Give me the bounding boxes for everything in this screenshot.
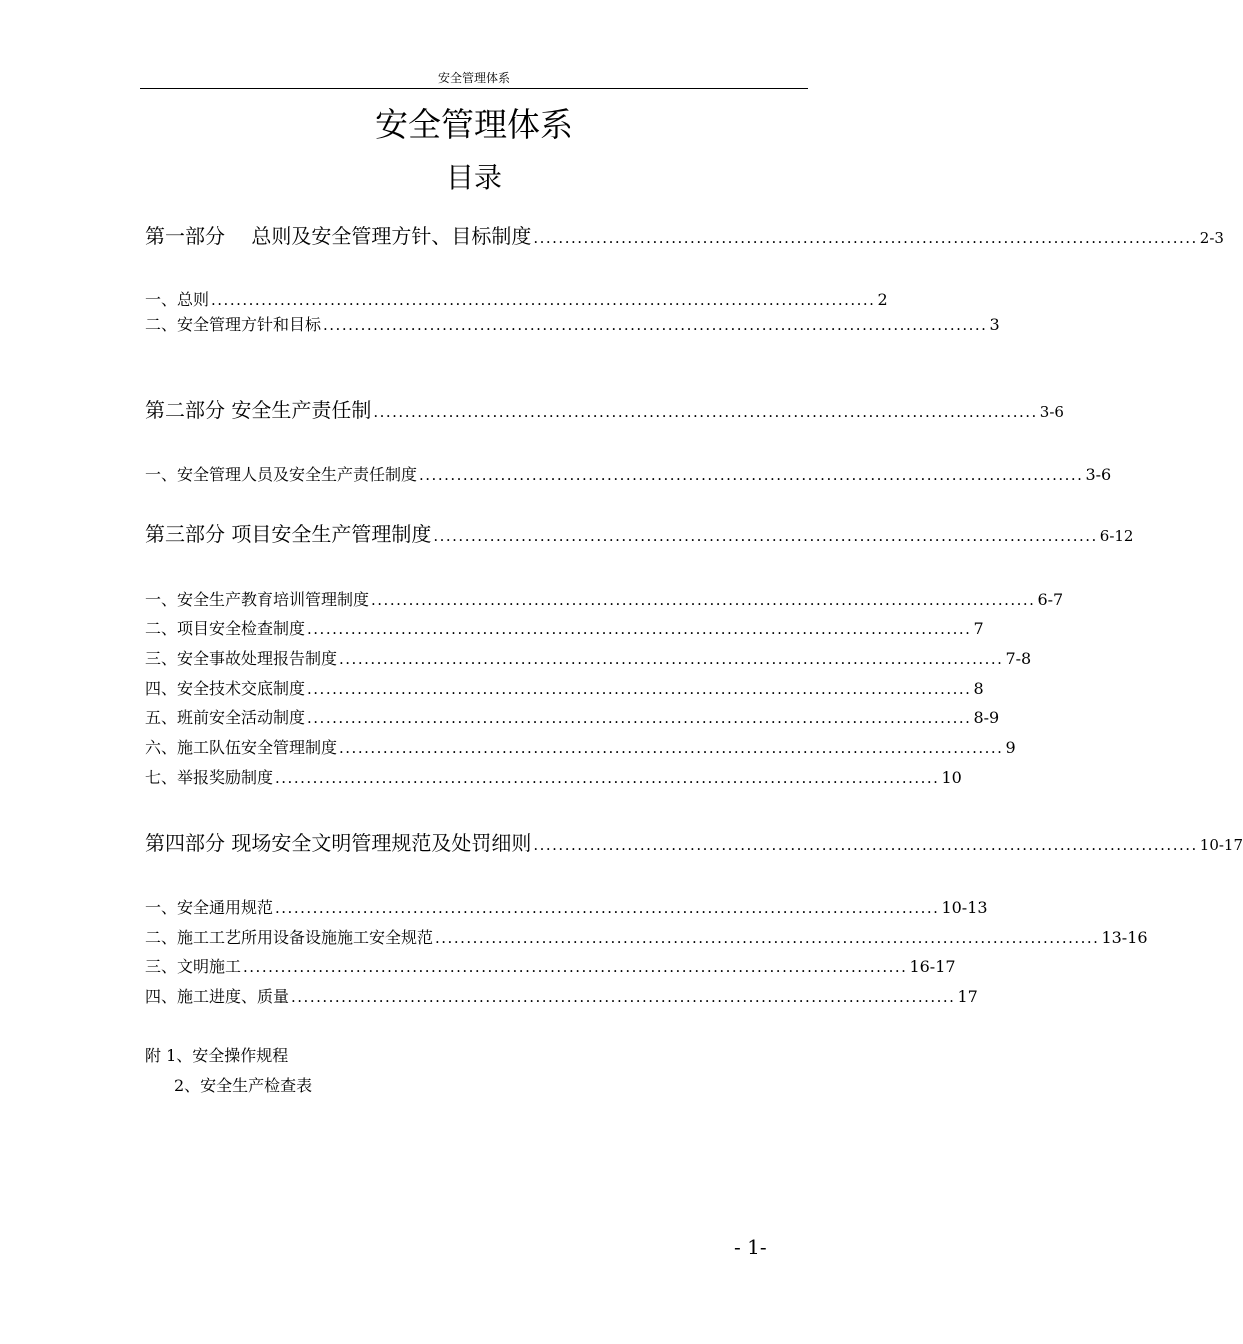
toc-heading: 目录 — [445, 161, 502, 194]
toc-item-label: 六、施工队伍安全管理制度 — [145, 738, 338, 757]
toc-leader: .......................................................................................................... — [275, 769, 940, 787]
document-title: 安全管理体系 — [375, 105, 573, 144]
toc-page-number: 8-9 — [973, 708, 1000, 727]
appendix-item: 2、安全生产检查表 — [174, 1076, 313, 1095]
toc-leader: .......................................................................................................... — [373, 403, 1038, 421]
toc-page-number: 17 — [957, 987, 978, 1006]
toc-leader: .......................................................................................................... — [433, 527, 1098, 545]
toc-item[interactable] — [145, 618, 984, 640]
toc-item-label: 二、项目安全检查制度 — [145, 619, 306, 638]
toc-item[interactable] — [145, 897, 988, 919]
toc-leader: .......................................................................................................... — [533, 836, 1198, 854]
toc-leader: .......................................................................................................... — [275, 899, 940, 917]
toc-leader: .......................................................................................................... — [307, 620, 972, 638]
toc-leader: .......................................................................................................... — [307, 709, 972, 727]
toc-item[interactable] — [145, 464, 1112, 486]
toc-leader: .......................................................................................................... — [339, 739, 1004, 757]
toc-part-label: 第二部分 安全生产责任制 — [145, 398, 372, 422]
toc-part-label: 第三部分 项目安全生产管理制度 — [145, 522, 432, 546]
toc-page-number: 2 — [877, 290, 888, 309]
toc-item-label: 一、安全管理人员及安全生产责任制度 — [145, 465, 418, 484]
toc-item-label: 四、安全技术交底制度 — [145, 679, 306, 698]
toc-leader: .......................................................................................................... — [243, 958, 908, 976]
toc-item-label: 七、举报奖励制度 — [145, 768, 274, 787]
toc-item-label: 三、文明施工 — [145, 957, 242, 976]
toc-leader: .......................................................................................................... — [291, 988, 956, 1006]
toc-item[interactable] — [145, 767, 962, 789]
toc-item[interactable] — [145, 737, 1016, 759]
toc-leader: .......................................................................................................... — [307, 680, 972, 698]
toc-leader: .......................................................................................................... — [323, 316, 988, 334]
toc-leader: .......................................................................................................... — [339, 650, 1004, 668]
toc-leader: .......................................................................................................... — [533, 229, 1198, 247]
toc-part-3[interactable] — [145, 520, 1134, 550]
toc-page-number: 9 — [1005, 738, 1016, 757]
toc-page-number: 13-16 — [1101, 928, 1148, 947]
toc-page-number: 6-12 — [1099, 527, 1134, 545]
toc-part-4[interactable] — [145, 829, 1243, 859]
toc-item-label: 一、安全通用规范 — [145, 898, 274, 917]
toc-item-label: 二、施工工艺所用设备设施施工安全规范 — [145, 928, 434, 947]
toc-item-label: 一、安全生产教育培训管理制度 — [145, 590, 370, 609]
toc-page-number: 6-7 — [1037, 590, 1064, 609]
running-header: 安全管理体系 — [437, 71, 510, 85]
toc-item[interactable] — [145, 956, 956, 978]
toc-leader: .......................................................................................................... — [371, 591, 1036, 609]
toc-part-label: 第一部分 总则及安全管理方针、目标制度 — [145, 224, 532, 248]
toc-page-number: 7 — [973, 619, 984, 638]
toc-item[interactable] — [145, 314, 1000, 336]
toc-part-label: 第四部分 现场安全文明管理规范及处罚细则 — [145, 831, 532, 855]
toc-item[interactable] — [145, 707, 1000, 729]
header-rule — [140, 88, 808, 89]
toc-leader: .......................................................................................................... — [211, 291, 876, 309]
toc-part-1[interactable] — [145, 222, 1224, 252]
toc-page-number: 10 — [941, 768, 962, 787]
toc-page-number: 3-6 — [1039, 403, 1064, 421]
page-number: - 1- — [734, 1235, 767, 1259]
toc-item[interactable] — [145, 986, 978, 1008]
toc-item[interactable] — [145, 289, 888, 311]
toc-item[interactable] — [145, 589, 1064, 611]
toc-page-number: 3 — [989, 315, 1000, 334]
toc-item-label: 二、安全管理方针和目标 — [145, 315, 322, 334]
toc-page-number: 2-3 — [1199, 229, 1224, 247]
toc-item[interactable] — [145, 927, 1148, 949]
appendix-item: 附 1、安全操作规程 — [145, 1046, 289, 1065]
toc-page-number: 16-17 — [909, 957, 956, 976]
toc-item-label: 五、班前安全活动制度 — [145, 708, 306, 727]
toc-item[interactable] — [145, 678, 984, 700]
toc-page-number: 10-17 — [1199, 836, 1243, 854]
toc-page-number: 10-13 — [941, 898, 988, 917]
toc-item-label: 三、安全事故处理报告制度 — [145, 649, 338, 668]
toc-page-number: 8 — [973, 679, 984, 698]
toc-page-number: 3-6 — [1085, 465, 1112, 484]
toc-item-label: 一、总则 — [145, 290, 210, 309]
toc-item[interactable] — [145, 648, 1032, 670]
toc-leader: .......................................................................................................... — [435, 929, 1100, 947]
toc-part-2[interactable] — [145, 396, 1064, 426]
toc-leader: .......................................................................................................... — [419, 466, 1084, 484]
toc-item-label: 四、施工进度、质量 — [145, 987, 290, 1006]
toc-page-number: 7-8 — [1005, 649, 1032, 668]
